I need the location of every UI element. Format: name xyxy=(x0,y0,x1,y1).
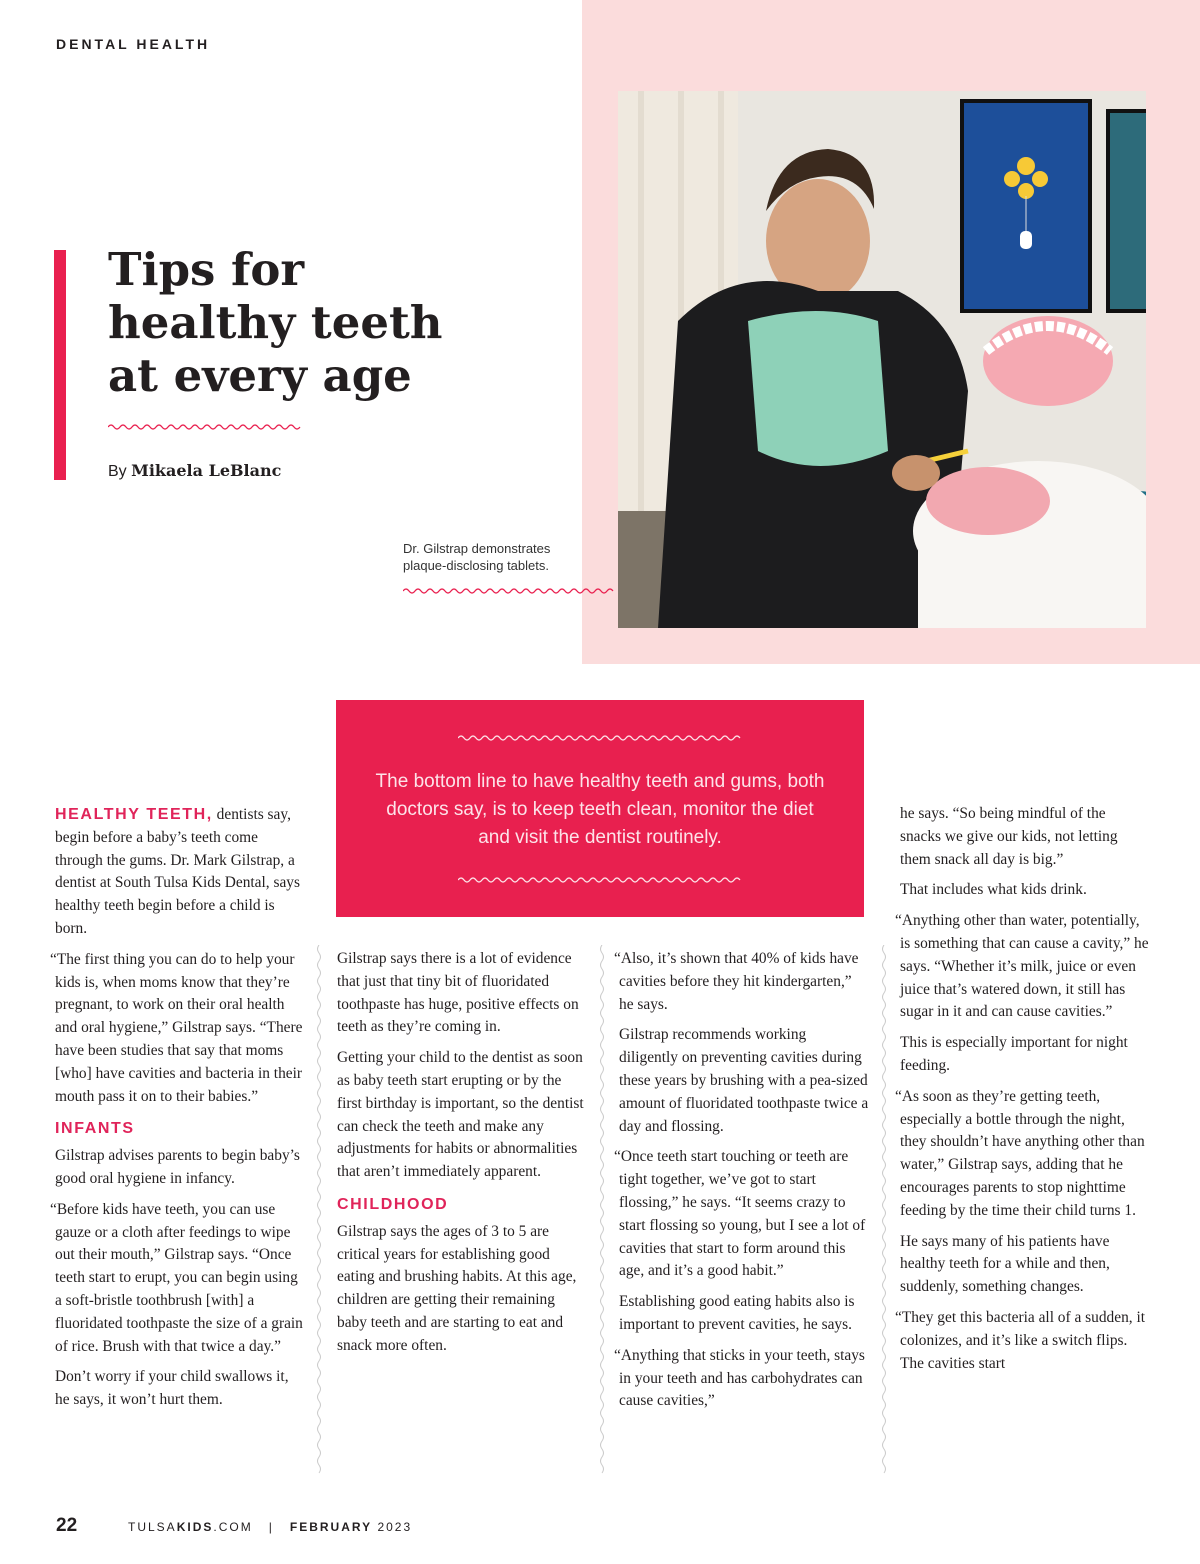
article-title: Tips for healthy teeth at every age xyxy=(108,243,443,402)
paragraph: Getting your child to the dentist as soon as baby teeth start erupting or by the first birthday is important, so the dentist can check the teeth and make any adjustments for habits or abnormalities that aren’t immediately apparent. xyxy=(337,1049,584,1181)
dentist-illustration xyxy=(618,91,1146,628)
paragraph: “Anything that sticks in your teeth, stays in your teeth and has carbohydrates can cause cavities,” xyxy=(614,1346,865,1410)
section-label: DENTAL HEALTH xyxy=(56,36,211,52)
paragraph: “The first thing you can do to help your kids is, when moms know that they’re pregnant, to work on their oral health and oral hygiene,” Gilstrap says. “There have been studies that say that moms [who] have cavities and bacteria in their mouth pass it on to their babies.” xyxy=(50,950,303,1105)
lead-paragraph xyxy=(55,804,305,941)
article-column-4 xyxy=(895,803,1150,1383)
paragraph: He says many of his patients have healthy teeth for a while and then, suddenly, something changes. xyxy=(900,1232,1110,1296)
paragraph: “Once teeth start touching or teeth are tight together, we’ve got to start flossing,” he says. “It seems crazy to start flossing so young, but I see a lot of cavities that start to form around this age, and it’s a good habit.” xyxy=(614,1148,866,1280)
column-divider xyxy=(315,945,323,1475)
column-divider xyxy=(598,945,606,1475)
section-heading-infants: INFANTS xyxy=(55,1120,135,1138)
caption-squiggle-divider xyxy=(403,586,618,596)
paragraph: Don’t worry if your child swallows it, he says, it won’t hurt them. xyxy=(55,1368,289,1409)
lead-heading: HEALTHY TEETH, xyxy=(55,806,213,823)
pull-quote-top-squiggle xyxy=(458,733,742,743)
page-number: 22 xyxy=(56,1515,78,1536)
lead-text: dentists say, begin before a baby’s teeth come through the gums. Dr. Mark Gilstrap, a dentist at South Tulsa Kids Dental, says healthy teeth begin before a child is born. xyxy=(55,806,300,937)
article-column-2 xyxy=(337,948,587,1366)
column-divider xyxy=(880,945,888,1475)
paragraph: “Also, it’s shown that 40% of kids have cavities before they hit kindergarten,” he says. xyxy=(614,950,859,1013)
pull-quote-bottom-squiggle xyxy=(458,875,742,885)
paragraph: Gilstrap recommends working diligently on preventing cavities during these years by brushing with a pea-sized amount of fluoridated toothpaste twice a day and flossing. xyxy=(619,1026,869,1135)
footer-meta xyxy=(128,1520,412,1534)
paragraph: “Anything other than water, potentially, is something that can cause a cavity,” he says. “Whether it’s milk, juice or even juice that’s watered down, it still has sugar in it and can cause cavities.” xyxy=(895,912,1149,1021)
article-column-1 xyxy=(50,804,305,1420)
title-squiggle-divider xyxy=(108,422,302,432)
site-suffix: .COM xyxy=(213,1520,253,1534)
paragraph: That includes what kids drink. xyxy=(900,881,1087,899)
photo-caption: Dr. Gilstrap demonstrates plaque-disclosing tablets. xyxy=(403,541,551,573)
paragraph: “As soon as they’re getting teeth, especially a bottle through the night, they shouldn’t have anything other than water,” Gilstrap says, adding that he encourages parents to stop nighttime feeding by the time their child turns 1. xyxy=(895,1087,1145,1219)
paragraph: “They get this bacteria all of a sudden, it colonizes, and it’s like a switch flips. The cavities start xyxy=(895,1308,1146,1372)
paragraph: “Before kids have teeth, you can use gauze or a cloth after feedings to wipe out their mouth,” Gilstrap says. “Once teeth start to erupt, you can begin using a soft-bristle toothbrush [with] a fluoridated toothpaste the size of a grain of rice. Brush with that twice a day.” xyxy=(50,1200,303,1355)
site-prefix: TULSA xyxy=(128,1520,177,1534)
section-heading-childhood: CHILDHOOD xyxy=(337,1195,449,1213)
paragraph: he says. “So being mindful of the snacks we give our kids, not letting them snack all day is big.” xyxy=(900,805,1118,868)
paragraph: Gilstrap says there is a lot of evidence that just that tiny bit of fluoridated toothpaste has huge, positive effects on teeth as they’re coming in. xyxy=(337,950,579,1036)
paragraph: Establishing good eating habits also is important to prevent cavities, he says. xyxy=(619,1293,855,1333)
byline xyxy=(108,461,281,481)
paragraph: This is especially important for night feeding. xyxy=(900,1034,1128,1074)
pull-quote: The bottom line to have healthy teeth and gums, both doctors say, is to keep teeth clean, monitor the diet and visit the dentist routinely. xyxy=(375,771,825,848)
byline-prefix: By xyxy=(108,463,127,480)
paragraph: Gilstrap advises parents to begin baby’s good oral hygiene in infancy. xyxy=(55,1147,300,1187)
issue-year: 2023 xyxy=(377,1520,413,1534)
footer-separator: | xyxy=(268,1520,274,1534)
paragraph: Gilstrap says the ages of 3 to 5 are critical years for establishing good eating and brushing habits. At this age, children are getting their remaining baby teeth and are starting to eat and snack more often. xyxy=(337,1222,577,1354)
title-accent-bar xyxy=(54,250,66,480)
dentist-photo xyxy=(618,91,1146,628)
author-name: Mikaela LeBlanc xyxy=(131,461,282,480)
page-footer xyxy=(56,1515,413,1537)
article-column-3 xyxy=(614,948,869,1421)
issue-month: FEBRUARY xyxy=(289,1520,373,1534)
site-bold: KIDS xyxy=(176,1520,214,1534)
